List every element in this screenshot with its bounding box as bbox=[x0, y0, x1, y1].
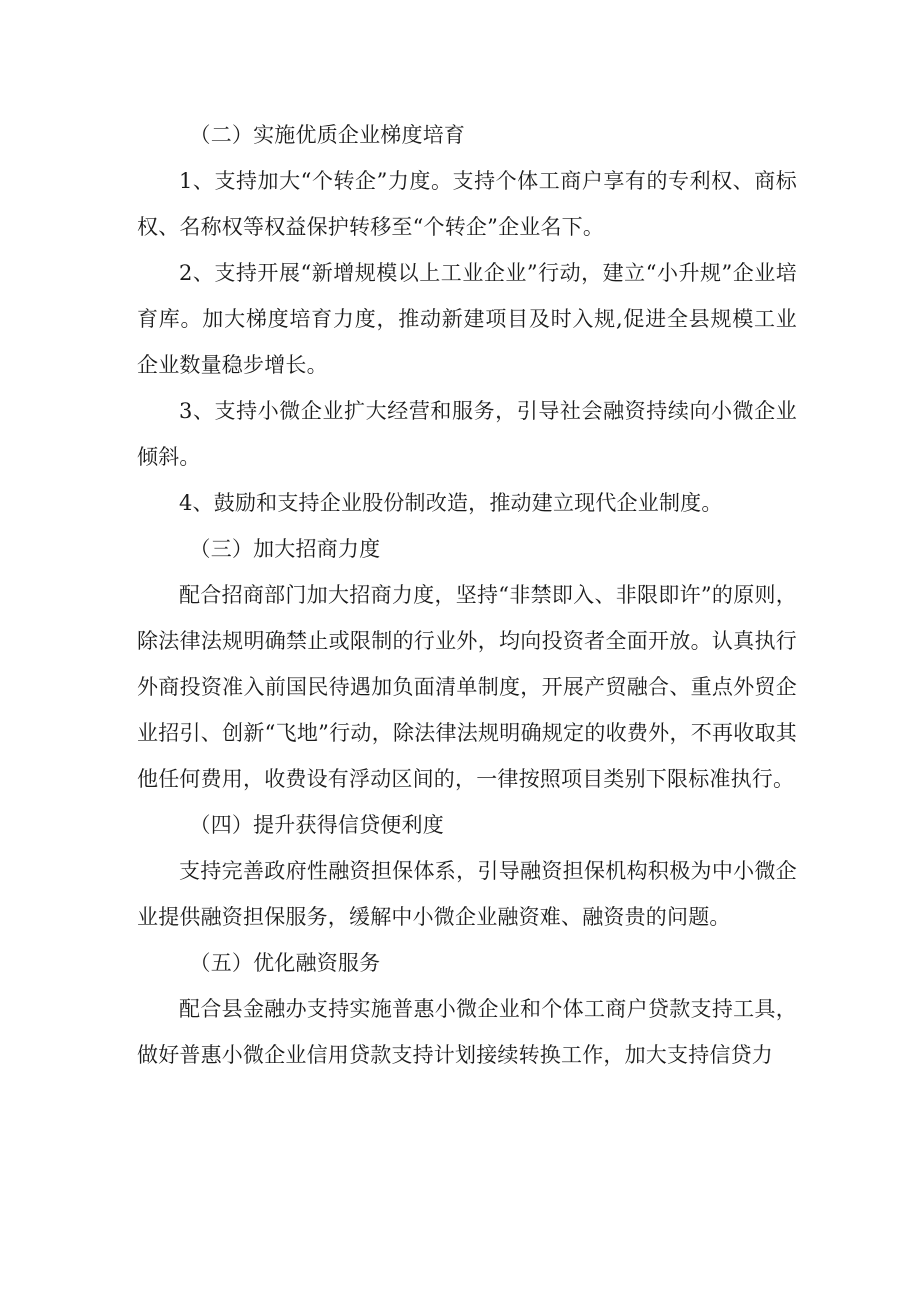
paragraph-financing: 配合县金融办支持实施普惠小微企业和个体工商户贷款支持工具，做好普惠小微企业信用贷款支持计划接续转换工作，加大支持信贷力 bbox=[137, 997, 797, 1067]
section-heading-3: （三）加大招商力度 bbox=[189, 537, 381, 561]
paragraph-credit: 支持完善政府性融资担保体系，引导融资担保机构积极为中小微企业提供融资担保服务，缓解中小微企业融资难、融资贵的问题。 bbox=[137, 859, 797, 929]
section-heading-4: （四）提升获得信贷便利度 bbox=[189, 813, 444, 837]
section-heading-2: （二）实施优质企业梯度培育 bbox=[189, 123, 466, 147]
paragraph-investment: 配合招商部门加大招商力度，坚持“非禁即入、非限即许”的原则，除法律法规明确禁止或限制的行业外，均向投资者全面开放。认真执行外商投资准入前国民待遇加负面清单制度，开展产贸融合、重点外贸企业招引、创新“飞地”行动，除法律法规明确规定的收费外，不再收取其他任何费用，收费设有浮动区间的，一律按照项目类别下限标准执行。 bbox=[137, 583, 797, 791]
paragraph-item-1: 1、支持加大“个转企”力度。支持个体工商户享有的专利权、商标权、名称权等权益保护转移至“个转企”企业名下。 bbox=[137, 169, 797, 239]
paragraph-item-3: 3、支持小微企业扩大经营和服务，引导社会融资持续向小微企业倾斜。 bbox=[137, 399, 797, 469]
section-heading-5: （五）优化融资服务 bbox=[189, 951, 381, 975]
paragraph-item-4: 4、鼓励和支持企业股份制改造，推动建立现代企业制度。 bbox=[179, 491, 723, 515]
paragraph-item-2: 2、支持开展“新增规模以上工业企业”行动，建立“小升规”企业培育库。加大梯度培育力度，推动新建项目及时入规,促进全县规模工业企业数量稳步增长。 bbox=[137, 261, 797, 377]
document-body bbox=[137, 112, 797, 1078]
